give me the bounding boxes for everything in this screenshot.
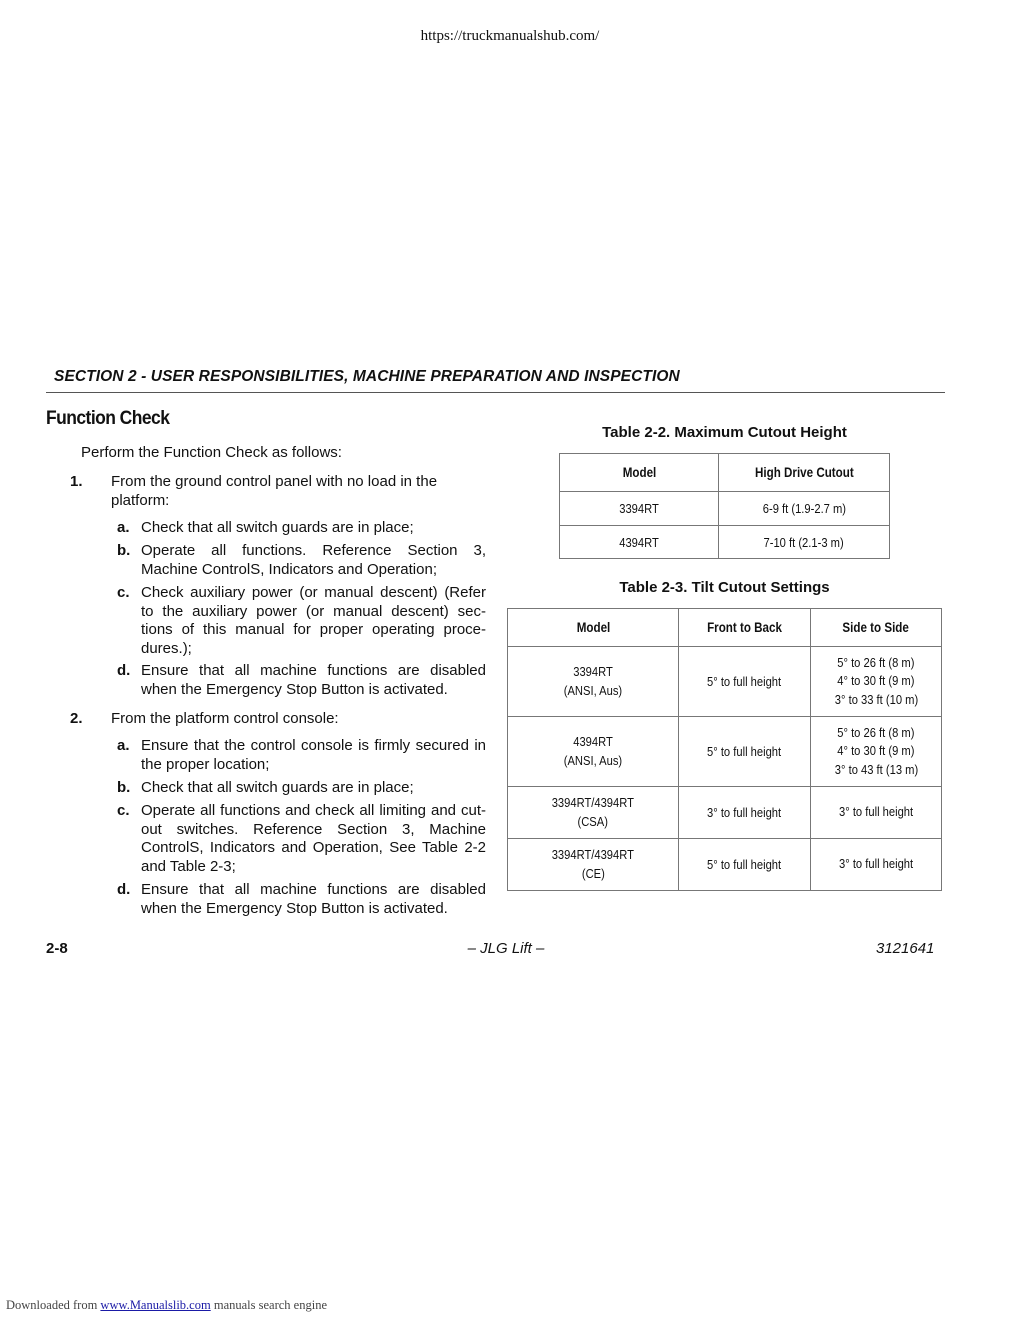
table-row <box>560 526 890 559</box>
step-1 <box>70 472 490 512</box>
table-cell: 5° to full height <box>679 647 811 717</box>
manualslib-link[interactable]: www.Manualslib.com <box>100 1298 211 1312</box>
table-cell: 5° to full height <box>679 717 811 787</box>
column-header: Model <box>508 609 679 647</box>
step-number: 1. <box>70 473 83 490</box>
table-cell: 5° to 26 ft (8 m) 4° to 30 ft (9 m) 3° to 33 ft (10 m) <box>811 647 942 717</box>
table-2-3-caption: Table 2-3. Tilt Cutout Settings <box>619 579 830 596</box>
footer-publisher: – JLG Lift – <box>467 940 545 957</box>
table-cell: 3394RT/4394RT (CSA) <box>508 787 679 839</box>
sub-text: Check auxiliary power (or manual descent) (Refer to the auxiliary power (or manual descent) sec- tions of this manual for proper operating proce- dures.); <box>141 584 486 657</box>
table-row <box>560 492 890 526</box>
download-note <box>6 1298 327 1313</box>
column-header: Side to Side <box>811 609 942 647</box>
column-header: Front to Back <box>679 609 811 647</box>
table-2-2 <box>559 453 890 559</box>
sub-text: Ensure that the control console is firmly secured in the proper location; <box>141 737 486 773</box>
sub-letter: b. <box>117 542 131 559</box>
page-number: 2-8 <box>46 940 68 957</box>
page-heading: Function Check <box>46 408 170 429</box>
sub-text: Ensure that all machine functions are disabled when the Emergency Stop Button is activated. <box>141 881 486 917</box>
sub-text: Operate all functions. Reference Section 3, Machine ControlS, Indicators and Operation; <box>141 542 486 578</box>
table-cell: 3394RT/4394RT (CE) <box>508 839 679 891</box>
section-divider <box>46 392 945 393</box>
table-row <box>508 717 942 787</box>
table-header-row <box>508 609 942 647</box>
sub-letter: c. <box>117 802 130 819</box>
table-header-row <box>560 454 890 492</box>
step-text: From the platform control console: <box>111 710 339 727</box>
document-number: 3121641 <box>876 940 935 957</box>
table-cell: 7-10 ft (2.1-3 m) <box>719 526 890 559</box>
intro-text: Perform the Function Check as follows: <box>81 444 342 461</box>
table-row <box>508 839 942 891</box>
step-text: From the ground control panel with no load in the platform: <box>111 473 438 509</box>
table-2-2-caption: Table 2-2. Maximum Cutout Height <box>602 424 847 441</box>
sub-letter: d. <box>117 662 131 679</box>
table-cell: 5° to full height <box>679 839 811 891</box>
table-cell: 3° to full height <box>811 787 942 839</box>
sub-letter: d. <box>117 881 131 898</box>
sub-letter: c. <box>117 584 130 601</box>
sub-text: Operate all functions and check all limiting and cut-out switches. Reference Section 3, Machine ControlS, Indicators and Operation, See Table 2-2 and Table 2-3; <box>141 802 486 875</box>
table-row <box>508 787 942 839</box>
sub-letter: a. <box>117 519 130 536</box>
sub-letter: a. <box>117 737 130 754</box>
step-2 <box>70 709 490 729</box>
sub-text: Ensure that all machine functions are disabled when the Emergency Stop Button is activated. <box>141 662 486 698</box>
download-note-prefix: Downloaded from <box>6 1298 101 1312</box>
sub-text: Check that all switch guards are in place; <box>141 519 414 536</box>
table-2-3 <box>507 608 942 891</box>
table-cell: 3394RT (ANSI, Aus) <box>508 647 679 717</box>
section-title: SECTION 2 - USER RESPONSIBILITIES, MACHINE PREPARATION AND INSPECTION <box>54 368 680 385</box>
table-cell: 3394RT <box>560 492 719 526</box>
header-url: https://truckmanualshub.com/ <box>420 28 600 44</box>
step-number: 2. <box>70 710 83 727</box>
column-header: Model <box>560 454 719 492</box>
sub-letter: b. <box>117 779 131 796</box>
table-cell: 4394RT <box>560 526 719 559</box>
table-cell: 3° to full height <box>679 787 811 839</box>
column-header: High Drive Cutout <box>719 454 890 492</box>
sub-text: Check that all switch guards are in place; <box>141 779 414 796</box>
table-cell: 6-9 ft (1.9-2.7 m) <box>719 492 890 526</box>
table-cell: 5° to 26 ft (8 m) 4° to 30 ft (9 m) 3° to 43 ft (13 m) <box>811 717 942 787</box>
table-cell: 4394RT (ANSI, Aus) <box>508 717 679 787</box>
table-cell: 3° to full height <box>811 839 942 891</box>
download-note-suffix: manuals search engine <box>210 1298 327 1312</box>
table-row <box>508 647 942 717</box>
